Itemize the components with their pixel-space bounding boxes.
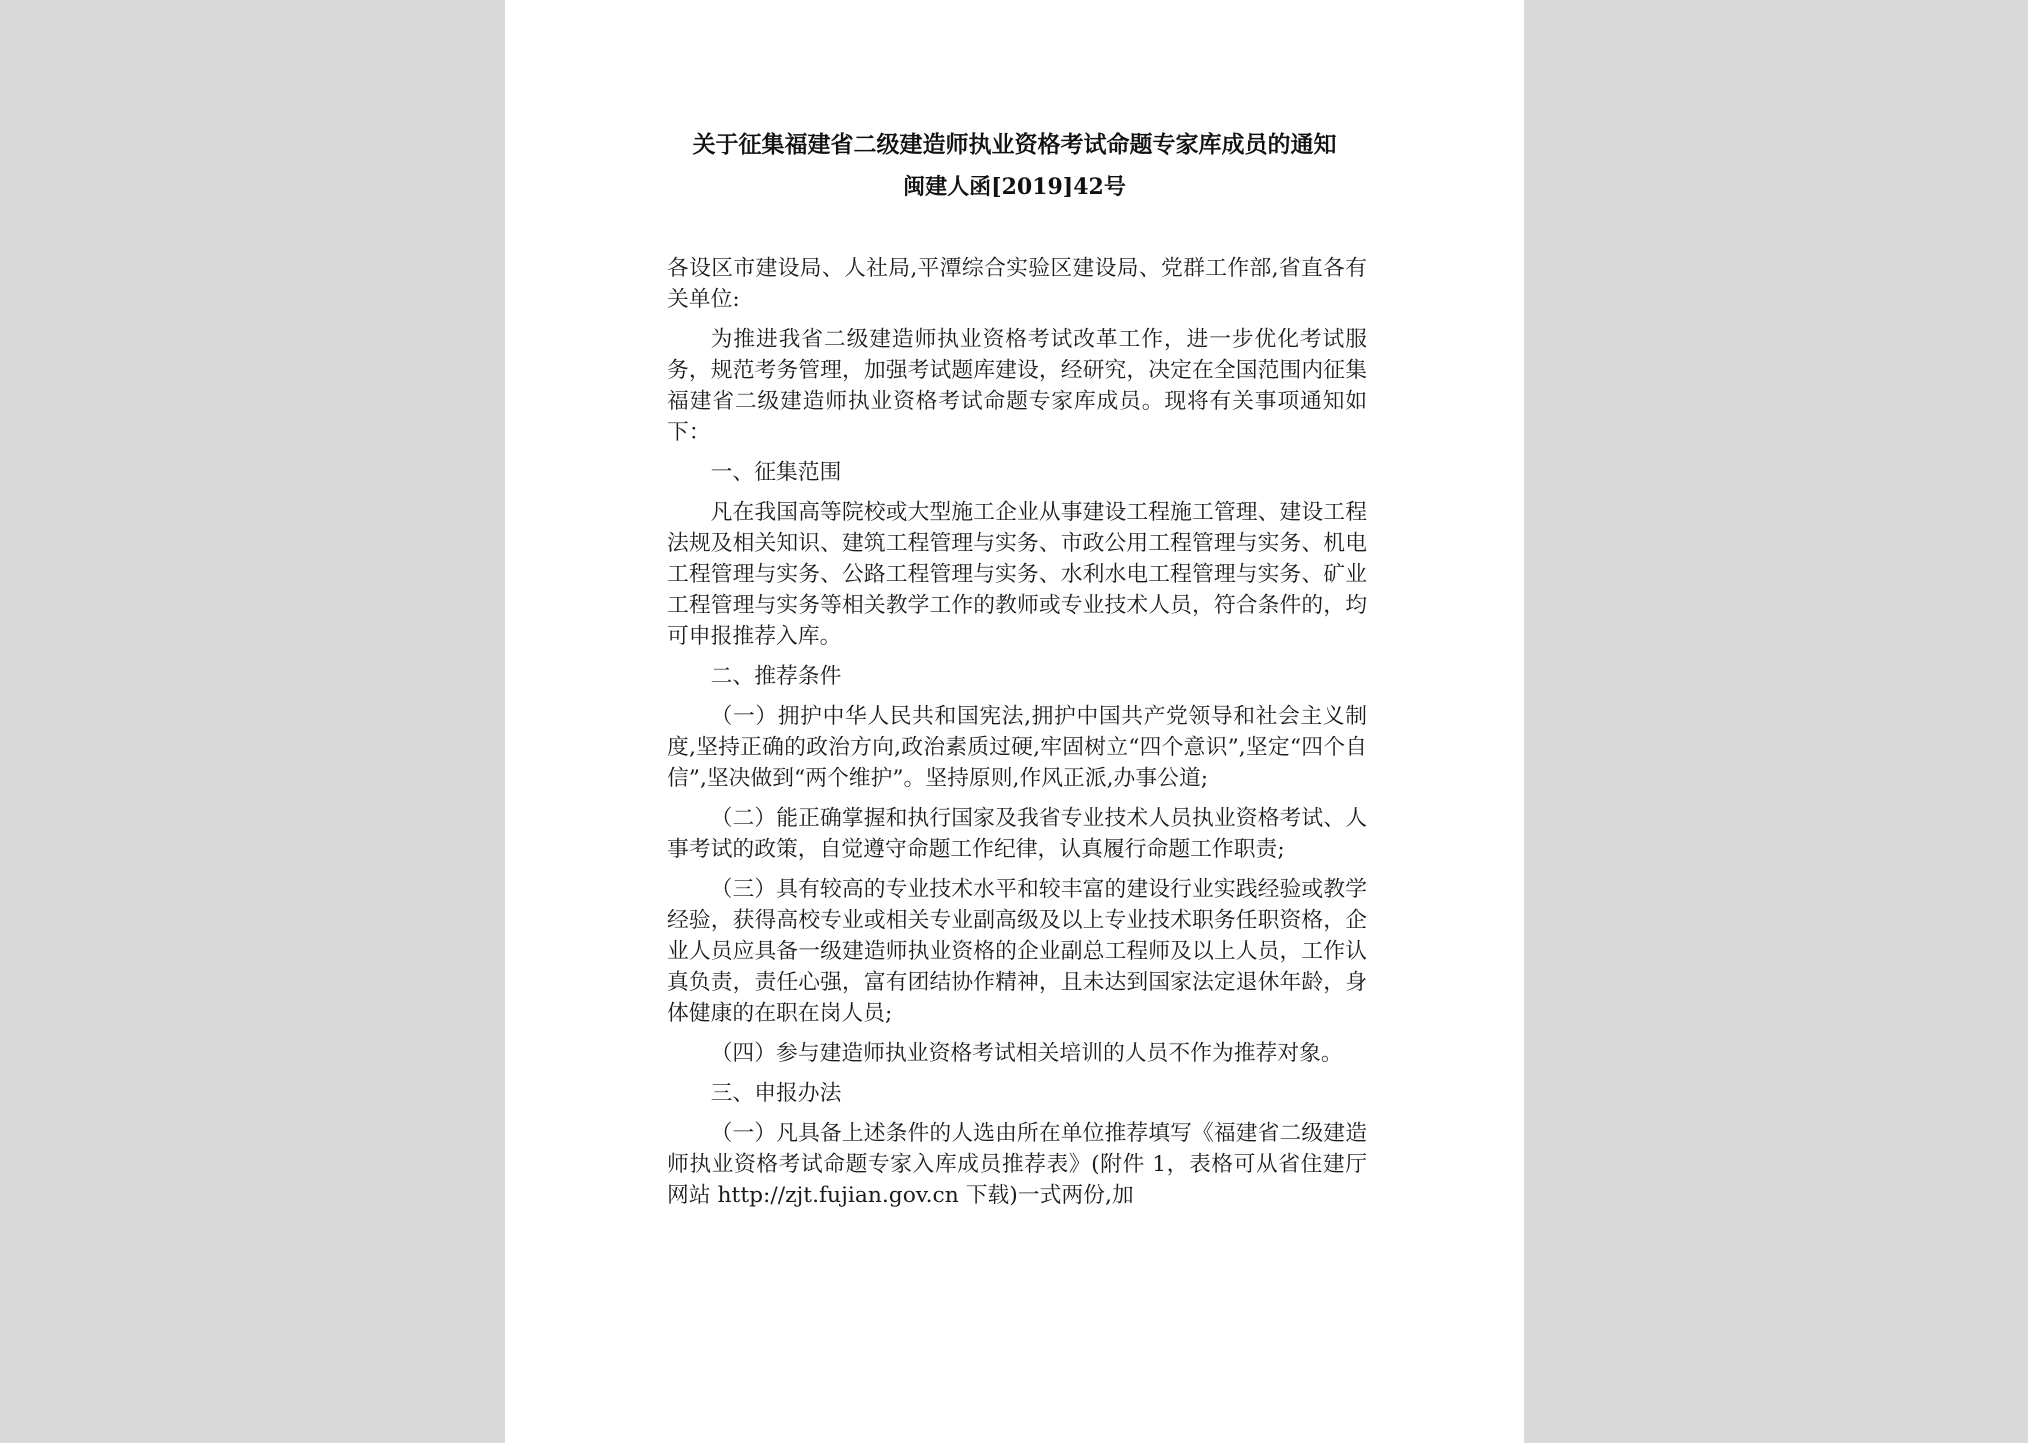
section-2-heading: 二、推荐条件 (710, 664, 842, 689)
section-2-item-1: （一）拥护中华人民共和国宪法,拥护中国共产党领导和社会主义制度,坚持正确的政治方向,政治素质过硬,牢固树立“四个意识”,坚定“四个自信”,坚决做到“两个维护”。坚持原则,作风正派,办事公道; (667, 704, 1367, 791)
section-3-heading: 三、申报办法 (710, 1081, 842, 1106)
document-body (667, 253, 1367, 1220)
intro-paragraph: 为推进我省二级建造师执业资格考试改革工作，进一步优化考试服务，规范考务管理，加强考试题库建设，经研究，决定在全国范围内征集福建省二级建造师执业资格考试命题专家库成员。现将有关事项通知如下： (667, 327, 1367, 445)
section-2-item-4: （四）参与建造师执业资格考试相关培训的人员不作为推荐对象。 (710, 1041, 1343, 1066)
section-2-item-2: （二）能正确掌握和执行国家及我省专业技术人员执业资格考试、人事考试的政策，自觉遵守命题工作纪律，认真履行命题工作职责; (667, 806, 1367, 862)
document-title: 关于征集福建省二级建造师执业资格考试命题专家库成员的通知 (692, 131, 1337, 158)
document-number: 闽建人函[2019]42号 (903, 174, 1126, 200)
section-2-item-3: （三）具有较高的专业技术水平和较丰富的建设行业实践经验或教学经验，获得高校专业或相关专业副高级及以上专业技术职务任职资格，企业人员应具备一级建造师执业资格的企业副总工程师及以上人员，工作认真负责，责任心强，富有团结协作精神，且未达到国家法定退休年龄，身体健康的在职在岗人员; (667, 877, 1367, 1026)
document-page (505, 0, 1524, 1443)
section-1-heading: 一、征集范围 (710, 460, 842, 485)
section-3-item-1: （一）凡具备上述条件的人选由所在单位推荐填写《福建省二级建造师执业资格考试命题专家入库成员推荐表》(附件 1，表格可从省住建厅网站 http://zjt.fujian.gov.cn 下载)一式两份,加 (667, 1121, 1367, 1208)
section-1-paragraph: 凡在我国高等院校或大型施工企业从事建设工程施工管理、建设工程法规及相关知识、建筑工程管理与实务、市政公用工程管理与实务、机电工程管理与实务、公路工程管理与实务、水利水电工程管理与实务、矿业工程管理与实务等相关教学工作的教师或专业技术人员，符合条件的，均可申报推荐入库。 (667, 500, 1367, 649)
addressee: 各设区市建设局、人社局,平潭综合实验区建设局、党群工作部,省直各有关单位: (667, 256, 1367, 312)
